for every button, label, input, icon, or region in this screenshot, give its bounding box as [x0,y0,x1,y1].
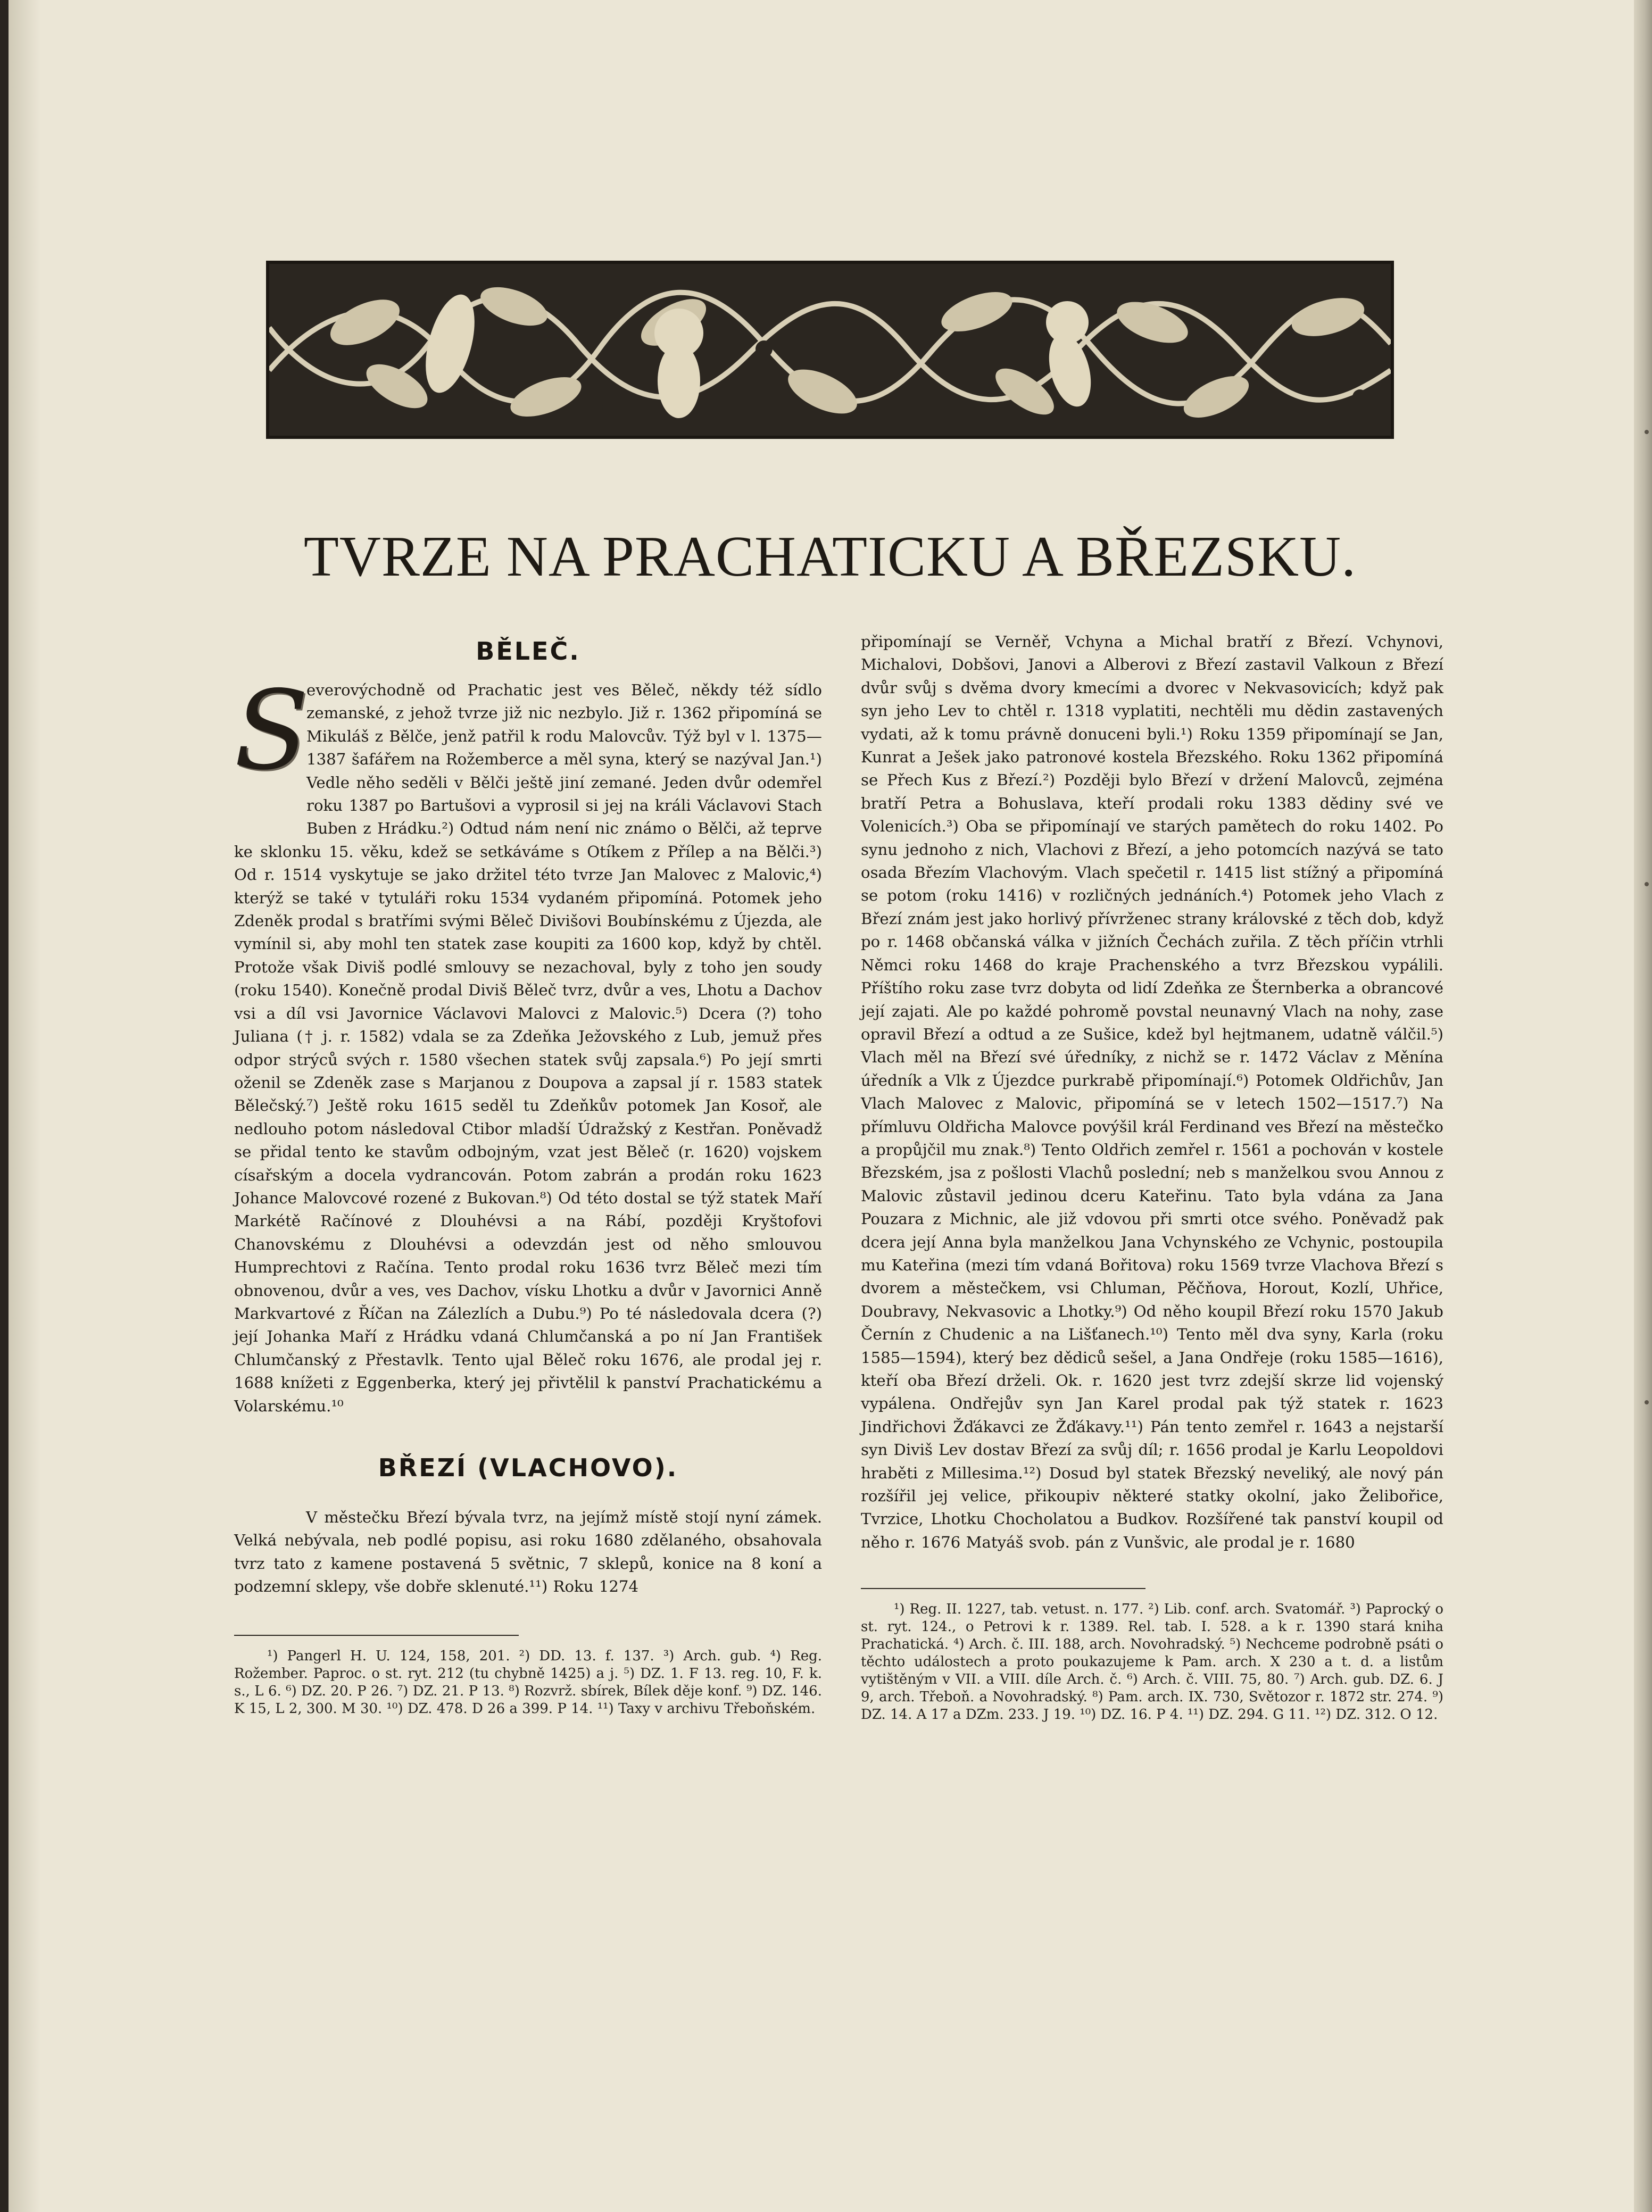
page-title: TVRZE NA PRACHATICKU A BŘEZSKU. [303,525,1357,588]
page-edge [1634,0,1652,2212]
page-gutter [9,0,40,2212]
footnotes-left: ¹) Pangerl H. U. 124, 158, 201. ²) DD. 13. f. 137. ³) Arch. gub. ⁴) Reg. Rožember. Paproc. o st. ryt. 212 (tu chybně 1425) a j. ⁵) DZ. 1. F 13. reg. 10, F. k. s., L 6. ⁶) DZ. 20. P 26. ⁷) DZ. 21. P 13. ⁸) Rozvrž. sbírek, Bílek děje konf. ⁹) DZ. 146. K 15, L 2, 300. M 30. ¹⁰) DZ. 478. D 26 a 399. P 14. ¹¹) Taxy v archivu Třeboňském. [234,1648,822,1717]
ornamental-initial: S [234,668,309,794]
left-column [234,630,822,1718]
ornamental-banner [266,261,1394,439]
edge-mark [1645,1400,1649,1404]
book-spine [0,0,9,2212]
belec-text: everovýchodně od Prachatic jest ves Běleč, někdy též sídlo zemanské, z jehož tvrze již nic nezbylo. Již r. 1362 připomíná se Mikuláš z Bělče, jenž patřil k rodu Malovcův. Týž byl v l. 1375—1387 šafářem na Rožemberce a měl syna, který se nazýval Jan.¹) Vedle něho seděli v Bělči ještě jiní zemané. Jeden dvůr odemřel roku 1387 po Bartušovi a vyprosil si jej na králi Václavovi Stach Buben z Hrádku.²) Odtud nám není nic známo o Bělči, až teprve ke sklonku 15. věku, kdež se setkáváme s Otíkem z Přílep a na Bělči.³) Od r. 1514 vyskytuje se jako držitel této tvrze Jan Malovec z Malovic,⁴) kterýž se také v tytuláři roku 1534 vydaném připomíná. Potomek jeho Zdeněk prodal s bratřími svými Běleč Divišovi Boubínskému z Újezda, ale vymínil si, aby mohl ten statek zase koupiti za 1600 kop, když by chtěl. Protože však Diviš podlé smlouvy se nezachoval, byly z toho jen soudy (roku 1540). Konečně prodal Diviš Běleč tvrz, dvůr a ves, Lhotu a Dachov vsi a díl vsi Javornice Václavovi Malovci z Malovic.⁵) Dcera (?) toho Juliana († j. r. 1582) vdala se za Zdeňka Ježovského z Lub, jemuž přes odpor strýců svých r. 1580 všechen statek svůj zapsala.⁶) Po její smrti oženil se Zdeněk zase s Marjanou z Doupova a zapsal jí r. 1583 statek Bělečský.⁷) Ještě roku 1615 seděl tu Zdeňkův potomek Jan Kosoř, ale nedlouho potom následoval Ctibor mladší Údražský z Kestřan. Poněvadž se přidal tento ke stavům odbojným, vzat jest Běleč (r. 1620) vojskem císařským a docela vydrancován. Potom zabrán a prodán roku 1623 Johance Malovcové rozené z Bukovan.⁸) Od této dostal se týž statek Maří Markétě Račínové z Dlouhévsi a na Rábí, později Kryštofovi Chanovskému z Dlouhévsi a odevzdán jest od něho smlouvou Humprechtovi z Račína. Tento prodal roku 1636 tvrz Běleč mezi tím obnovenou, dvůr a ves, ves Dachov, vísku Lhotku a dvůr v Javornici Anně Markvartové z Říčan na Zálezlích a Dubu.⁹) Po té následovala dcera (?) její Johanka Maří z Hrádku vdaná Chlumčanská a po ní Jan František Chlumčanský z Přestavlk. Tento ujal Běleč roku 1676, ale prodal jej r. 1688 knížeti z Eggenberka, který jej přivtělil k panství Prachatickému a Volarskému.¹⁰ [234,681,822,1415]
section-heading-belec: BĚLEČ. [476,637,580,666]
section-heading-brezi: BŘEZÍ (VLACHOVO). [378,1453,678,1482]
footnote-divider [234,1635,519,1636]
edge-mark [1645,430,1649,434]
brezi-continuation: připomínají se Verněř, Vchyna a Michal bratří z Březí. Vchynovi, Michalovi, Dobšovi, Janovi a Alberovi z Březí zastavil Valkoun z Březí dvůr svůj s dvěma dvory kmecími a dvorec v Nekvasovicích; když pak syn jeho Lev to chtěl r. 1318 vyplatiti, nechtěli mu dědin zastavených vydati, až k tomu právně donuceni byli.¹) Roku 1359 připomínají se Jan, Kunrat a Ješek jako patronové kostela Březského. Roku 1362 připomíná se Přech Kus z Březí.²) Později bylo Březí v držení Malovců, zejména bratří Petra a Bohuslava, kteří prodali roku 1383 dědiny své ve Volenicích.³) Oba se připomínají ve starých pamětech do roku 1402. Po synu jednoho z nich, Vlachovi z Březí, a jeho potomcích nazývá se tato osada Březím Vlachovým. Vlach spečetil r. 1415 list stížný a připomíná se potom (roku 1416) v rozličných jednáních.⁴) Potomek jeho Vlach z Březí znám jest jako horlivý přívrženec strany královské z těch dob, když po r. 1468 občanská válka v jižních Čechách zuřila. Z těch příčin vtrhli Němci roku 1468 do kraje Prachenského a tvrz Březskou vypálili. Příštího roku zase tvrz dobyta od lidí Zdeňka ze Šternberka a obrancové její zajati. Ale po každé pohromě povstal neunavný Vlach na nohy, zase opravil Březí a odtud a ze Sušice, kdež byl hejtmanem, udatně válčil.⁵) Vlach měl na Březí své úředníky, z nichž se r. 1472 Václav z Měnína úředník a Vlk z Újezdce purkrabě připomínají.⁶) Potomek Oldřichův, Jan Vlach Malovec z Malovic, připomíná se v letech 1502—1517.⁷) Na přímluvu Oldřicha Malovce povýšil král Ferdinand ves Březí na městečko a propůjčil mu znak.⁸) Tento Oldřich zemřel r. 1561 a pochován v kostele Březském, jsa z pošlosti Vlachů poslední; neb s manželkou svou Annou z Malovic zůstavil jedinou dceru Kateřinu. Tato byla vdána za Jana Pouzara z Michnic, ale již vdovou při smrti otce svého. Poněvadž pak dcera její Anna byla manželkou Jana Vchynského ze Vchynic, postoupila mu Kateřina (mezi tím vdaná Bořitova) roku 1569 tvrze Vlachova Březí s dvorem a městečkem, vsi Chluman, Pěčňova, Horout, Kozlí, Uhřice, Doubravy, Nekvasovic a Lhotky.⁹) Od něho koupil Březí roku 1570 Jakub Černín z Chudenic a na Lišťanech.¹⁰) Tento měl dva syny, Karla (roku 1585—1594), který bez dědiců sešel, a Jana Ondřeje (roku 1585—1616), kteří oba Březí drželi. Ok. r. 1620 jest tvrz zdejší skrze lid vojenský vypálena. Ondřejův syn Jan Karel prodal pak týž statek r. 1623 Jindřichovi Žďákavci ze Žďákavy.¹¹) Pán tento zemřel r. 1643 a nejstarší syn Diviš Lev dostav Březí za svůj díl; r. 1656 prodal je Karlu Leopoldovi hraběti z Millesima.¹²) Dosud byl statek Březský neveliký, ale nový pán rozšířil jej velice, přikoupiv některé statky okolní, jako Želibořice, Tvrzice, Lhotku Chocholatou a Budkov. Rozšířené tak panství koupil od něho r. 1676 Matyáš svob. pán z Vunšvic, ale prodal je r. 1680 [861,633,1443,1551]
right-column [861,630,1443,1724]
brezi-paragraph: V městečku Březí bývala tvrz, na jejímž místě stojí nyní zámek. Velká nebývala, neb podlé popisu, asi roku 1680 zdělaného, obsahovala tvrz tato z kamene postavená 5 světnic, 7 sklepů, konice na 8 koní a podzemní sklepy, vše dobře sklenuté.¹¹) Roku 1274 [234,1508,822,1596]
footnotes-right: ¹) Reg. II. 1227, tab. vetust. n. 177. ²) Lib. conf. arch. Svatomář. ³) Paprocký o st. ryt. 124., o Petrovi k r. 1389. Rel. tab. I. 528. a k r. 1390 stará kniha Prachatická. ⁴) Arch. č. III. 188, arch. Novohradský. ⁵) Nechceme podrobně psáti o těchto událostech a proto poukazujeme k Pam. arch. X 230 a t. d. a listům vytištěným v VII. a VIII. díle Arch. č. ⁶) Arch. č. VIII. 75, 80. ⁷) Arch. gub. DZ. 6. J 9, arch. Třeboň. a Novohradský. ⁸) Pam. arch. IX. 730, Světozor r. 1872 str. 274. ⁹) DZ. 14. A 17 a DZm. 233. J 19. ¹⁰) DZ. 16. P 4. ¹¹) DZ. 294. G 11. ¹²) DZ. 312. O 12. [861,1601,1443,1723]
edge-mark [1645,882,1649,886]
foliage-ornament-icon [269,264,1391,436]
belec-paragraph [234,668,822,1418]
footnote-divider [861,1588,1145,1589]
